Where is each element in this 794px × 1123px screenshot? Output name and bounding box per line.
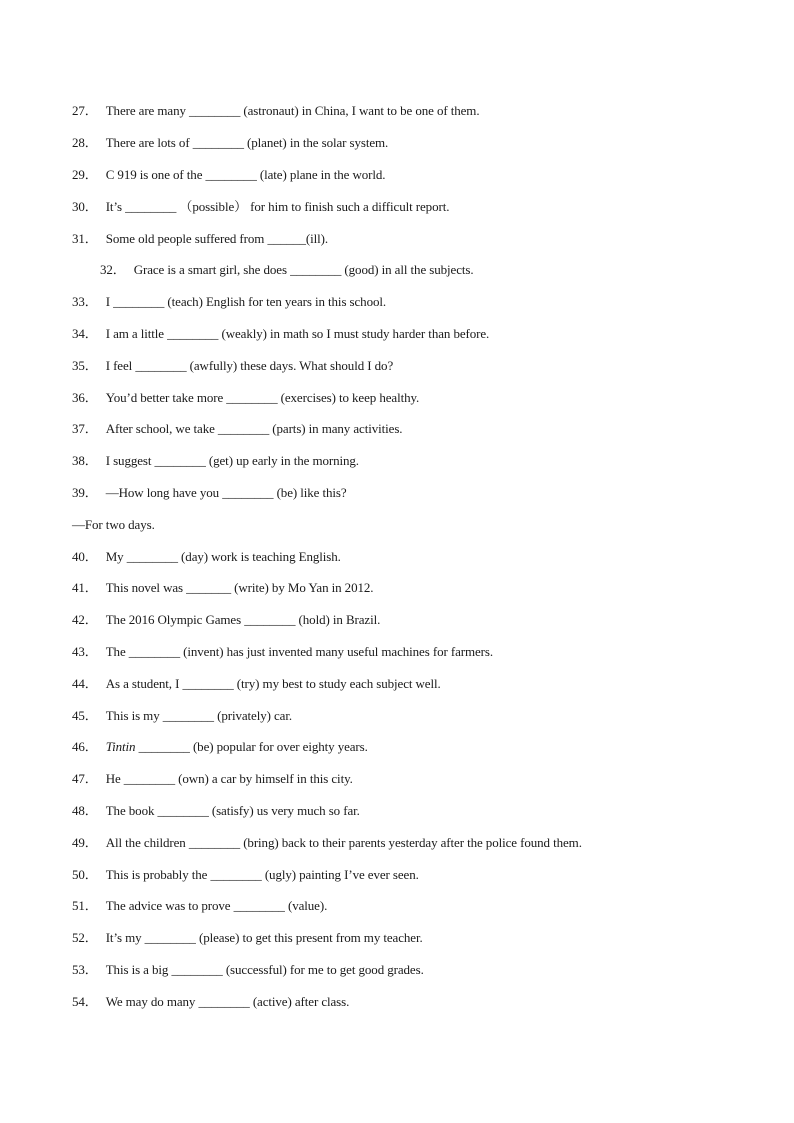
question-text: We may do many ________ (active) after class. xyxy=(105,994,350,1009)
question-number: 45． xyxy=(72,708,98,723)
question-30 xyxy=(72,199,449,215)
question-35 xyxy=(72,358,393,374)
question-text: Grace is a smart girl, she does ________ (good) in all the subjects. xyxy=(133,262,474,277)
question-text: There are lots of ________ (planet) in the solar system. xyxy=(105,135,389,150)
question-48 xyxy=(72,803,360,819)
question-38 xyxy=(72,453,359,469)
question-49 xyxy=(72,835,582,851)
question-29 xyxy=(72,167,385,183)
question-text: This novel was _______ (write) by Mo Yan in 2012. xyxy=(105,580,374,595)
question-number: 34． xyxy=(72,326,98,341)
question-45 xyxy=(72,708,292,724)
question-number: 28． xyxy=(72,135,98,150)
question-37 xyxy=(72,421,402,437)
question-text: —How long have you ________ (be) like this? xyxy=(105,485,347,500)
question-text: This is my ________ (privately) car. xyxy=(105,708,293,723)
question-text: After school, we take ________ (parts) in many activities. xyxy=(105,421,403,436)
question-number: 50． xyxy=(72,867,98,882)
question-53 xyxy=(72,962,424,978)
question-number: 54． xyxy=(72,994,98,1009)
question-number: 33． xyxy=(72,294,98,309)
question-28 xyxy=(72,135,388,151)
question-41 xyxy=(72,580,373,596)
question-text: C 919 is one of the ________ (late) plane in the world. xyxy=(105,167,386,182)
question-number: 41． xyxy=(72,580,98,595)
question-number: 39． xyxy=(72,485,98,500)
question-text: The advice was to prove ________ (value). xyxy=(105,898,328,913)
question-42 xyxy=(72,612,380,628)
question-32 xyxy=(100,262,474,278)
question-50 xyxy=(72,867,419,883)
question-31 xyxy=(72,231,328,247)
question-text: He ________ (own) a car by himself in this city. xyxy=(105,771,353,786)
question-43 xyxy=(72,644,493,660)
question-number: 27． xyxy=(72,103,98,118)
question-number: 43． xyxy=(72,644,98,659)
question-number: 30． xyxy=(72,199,98,214)
question-51 xyxy=(72,898,327,914)
question-number: 51． xyxy=(72,898,98,913)
question-number: 29． xyxy=(72,167,98,182)
question-text: The 2016 Olympic Games ________ (hold) in Brazil. xyxy=(105,612,381,627)
question-46 xyxy=(72,739,368,755)
question-number: 37． xyxy=(72,421,98,436)
question-number: 46． xyxy=(72,739,98,754)
question-34 xyxy=(72,326,489,342)
question-text: I suggest ________ (get) up early in the morning. xyxy=(105,453,359,468)
question-text: This is probably the ________ (ugly) painting I’ve ever seen. xyxy=(105,867,419,882)
question-text: You’d better take more ________ (exercises) to keep healthy. xyxy=(105,390,420,405)
question-text: There are many ________ (astronaut) in China, I want to be one of them. xyxy=(105,103,480,118)
question-text: I am a little ________ (weakly) in math so I must study harder than before. xyxy=(105,326,490,341)
question-text: ________ (be) popular for over eighty years. xyxy=(135,739,368,754)
question-text: —For two days. xyxy=(72,517,155,532)
question-number: 47． xyxy=(72,771,98,786)
question-number: 32． xyxy=(100,262,126,277)
question-40 xyxy=(72,549,341,565)
question-number: 38． xyxy=(72,453,98,468)
question-39-answer xyxy=(72,517,155,533)
question-text: It’s my ________ (please) to get this present from my teacher. xyxy=(105,930,423,945)
question-text: This is a big ________ (successful) for me to get good grades. xyxy=(105,962,424,977)
question-text: I feel ________ (awfully) these days. What should I do? xyxy=(105,358,394,373)
question-text: All the children ________ (bring) back to their parents yesterday after the police found them. xyxy=(105,835,582,850)
question-27 xyxy=(72,103,479,119)
question-number: 42． xyxy=(72,612,98,627)
question-text: My ________ (day) work is teaching English. xyxy=(105,549,341,564)
question-33 xyxy=(72,294,386,310)
question-36 xyxy=(72,390,419,406)
question-number: 31． xyxy=(72,231,98,246)
question-number: 49． xyxy=(72,835,98,850)
question-text: I ________ (teach) English for ten years in this school. xyxy=(105,294,387,309)
question-number: 48． xyxy=(72,803,98,818)
question-number: 53． xyxy=(72,962,98,977)
question-text: The ________ (invent) has just invented many useful machines for farmers. xyxy=(105,644,493,659)
question-47 xyxy=(72,771,353,787)
book-title: Tintin xyxy=(105,739,136,754)
question-52 xyxy=(72,930,423,946)
question-text: As a student, I ________ (try) my best to study each subject well. xyxy=(105,676,441,691)
question-number: 40． xyxy=(72,549,98,564)
question-text: Some old people suffered from ______(ill). xyxy=(105,231,328,246)
question-39 xyxy=(72,485,347,501)
question-text: The book ________ (satisfy) us very much so far. xyxy=(105,803,360,818)
question-number: 36． xyxy=(72,390,98,405)
question-54 xyxy=(72,994,349,1010)
question-number: 35． xyxy=(72,358,98,373)
question-number: 52． xyxy=(72,930,98,945)
question-text: It’s ________ （possible） for him to finish such a difficult report. xyxy=(105,199,450,214)
question-number: 44． xyxy=(72,676,98,691)
question-44 xyxy=(72,676,441,692)
